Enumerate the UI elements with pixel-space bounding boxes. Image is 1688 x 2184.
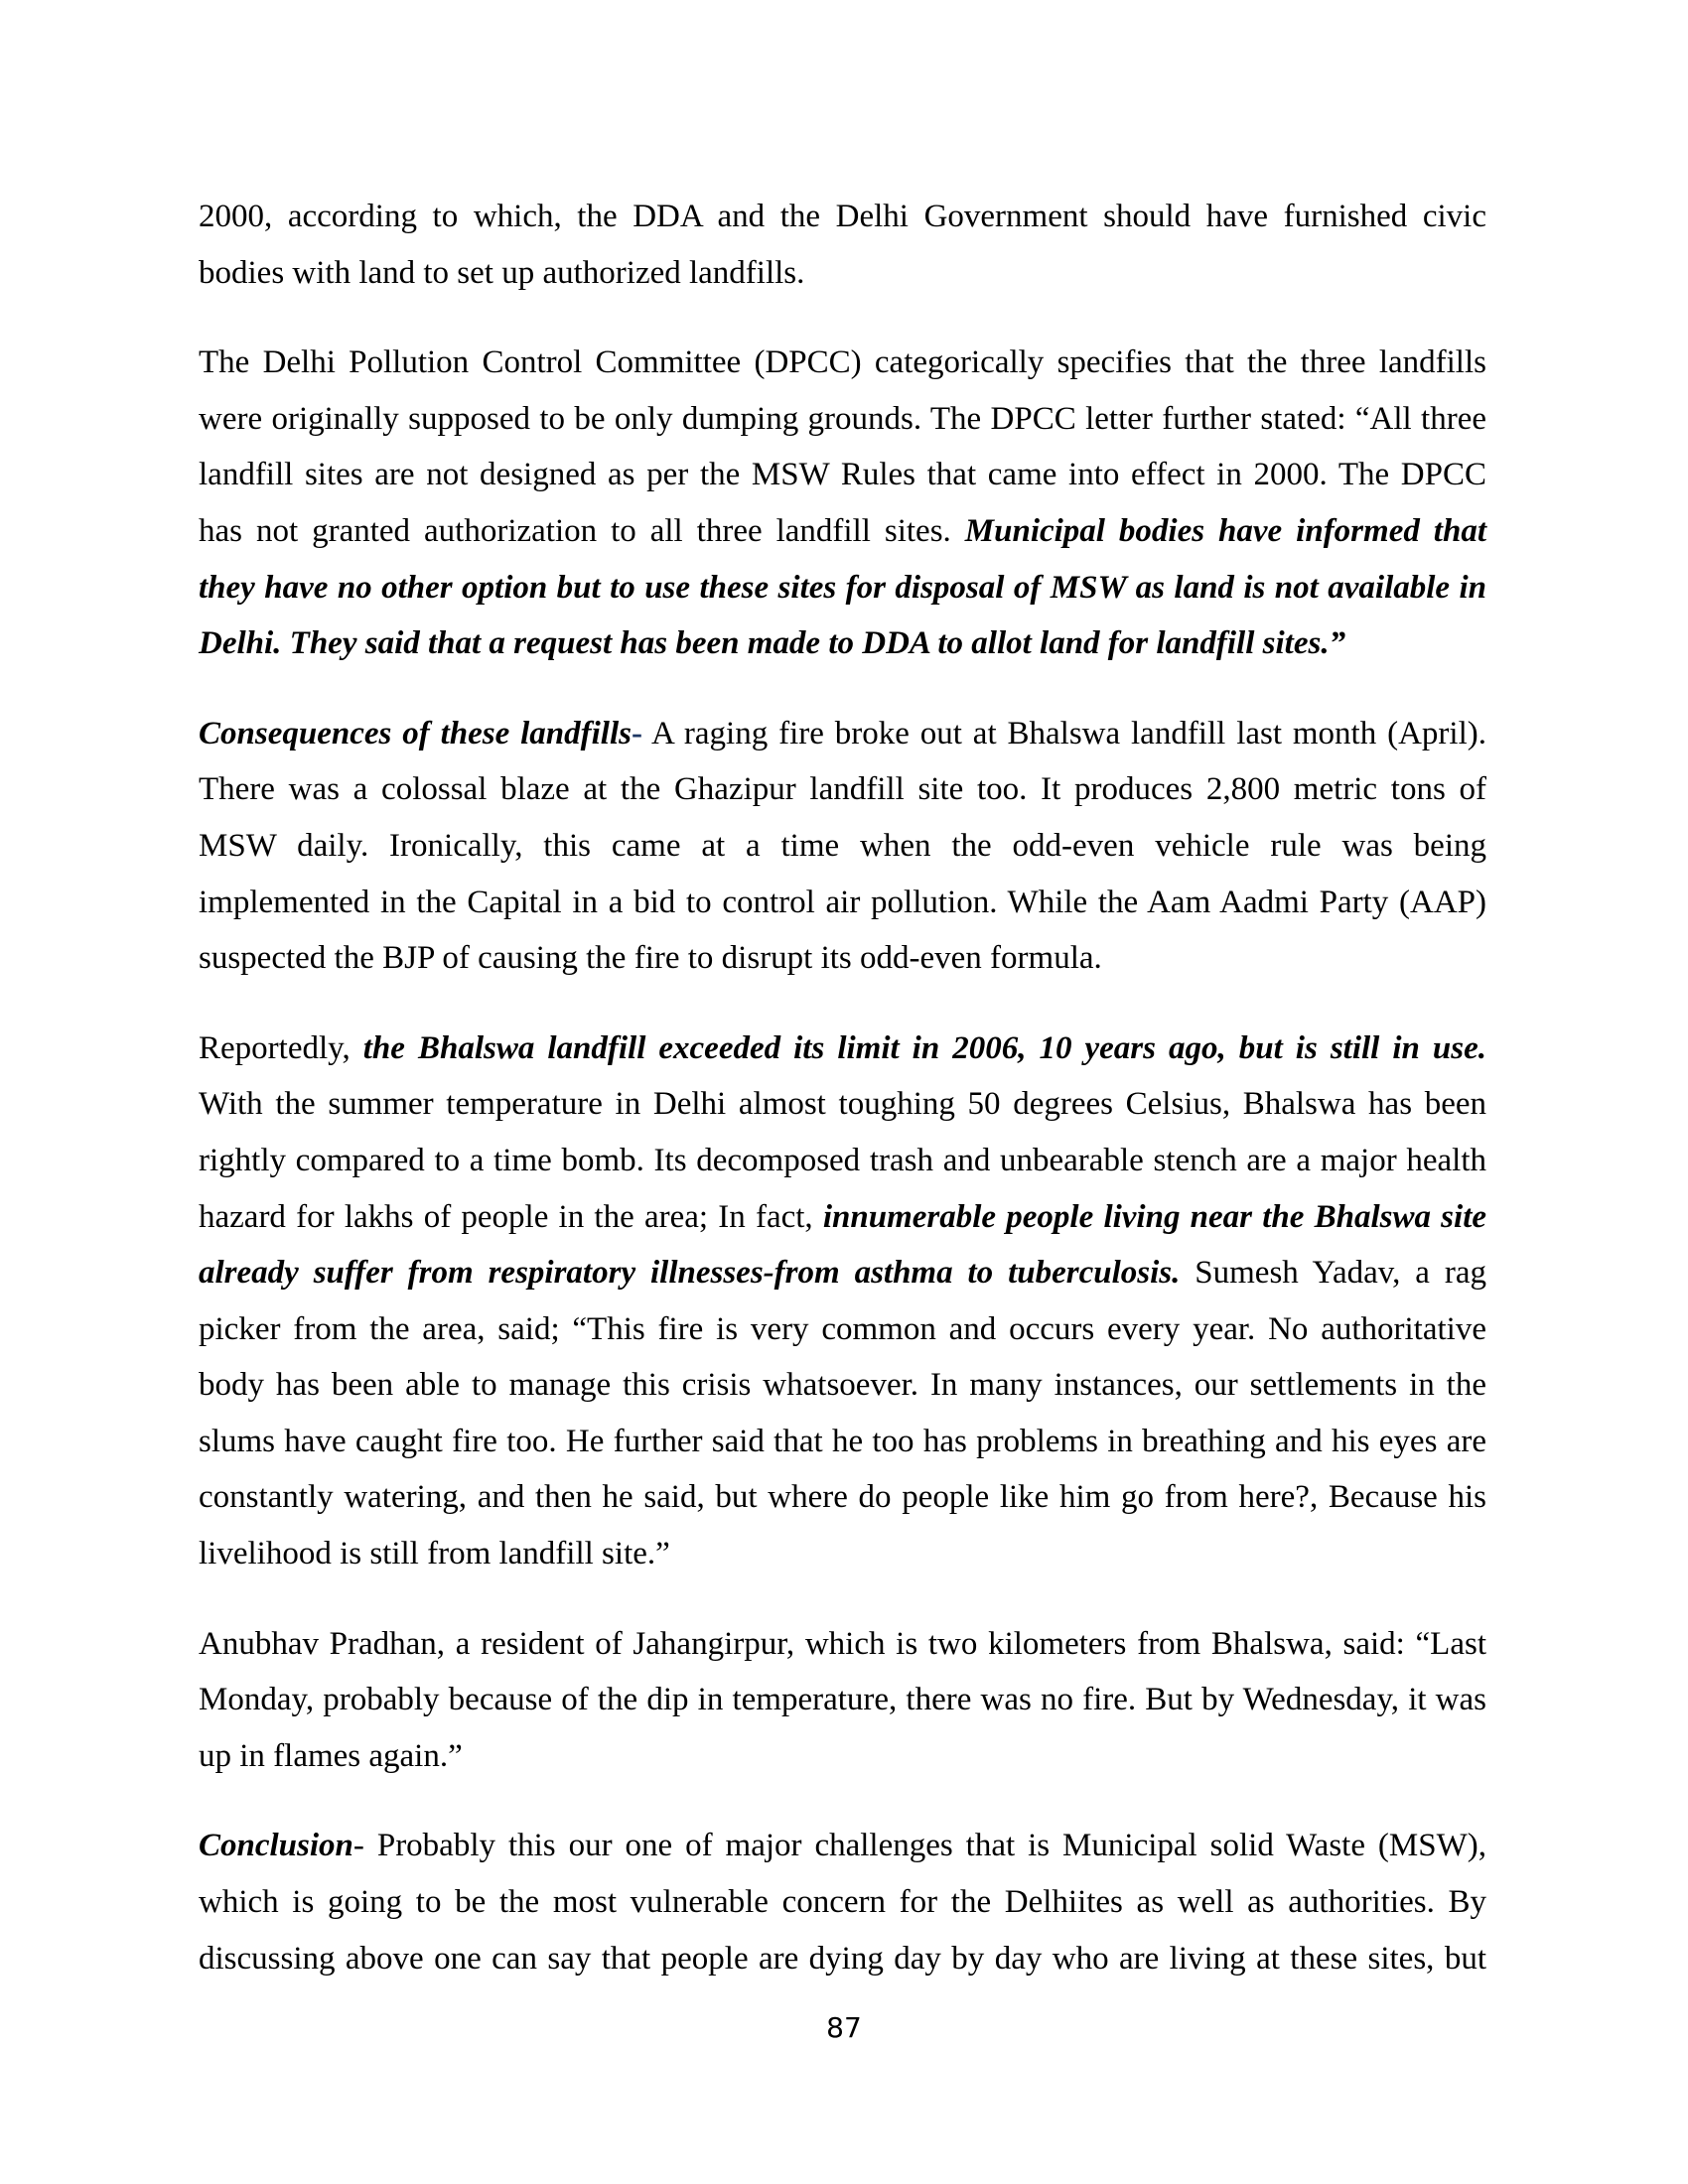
text-line [199,1526,1486,1582]
paragraph-consequences [199,706,1486,987]
text-line [199,560,1486,616]
text-run: slums have caught fire too. He further said that he too has problems in breathing and his eyes are [199,1423,1486,1459]
text-line [199,391,1486,448]
text-run: Sumesh Yadav, a rag [1180,1255,1486,1292]
emphasized-text: they have no other option but to use these sites for disposal of MSW as land is not available in [199,569,1486,606]
text-line [199,761,1486,818]
text-line [199,1672,1486,1728]
paragraph-dpcc-statement [199,335,1486,672]
emphasized-text: already suffer from respiratory illnesses-from asthma to tuberculosis. [199,1255,1181,1292]
text-run: landfill sites are not designed as per the MSW Rules that came into effect in 2000. The DPCC [199,457,1486,493]
paragraph-msw-rules-context [199,189,1486,301]
text-run: were originally supposed to be only dumping grounds. The DPCC letter further stated: “All three [199,400,1486,437]
emphasized-text: Municipal bodies have informed that [964,512,1486,549]
text-line [199,706,1486,762]
text-line [199,1414,1486,1470]
paragraph-conclusion [199,1818,1486,1986]
paragraph-anubhav-quote [199,1616,1486,1785]
emphasized-text: Consequences of these landfills [199,715,632,751]
paragraph-bhalswa-report [199,1021,1486,1582]
text-line [199,1874,1486,1931]
text-line [199,1616,1486,1673]
text-run: has not granted authorization to all three landfill sites. [199,512,965,549]
accent-hyphen: - [631,715,642,751]
emphasized-text: the Bhalswa landfill exceeded its limit in 2006, 10 years ago, but is still in use. [362,1029,1486,1066]
text-line [199,1728,1486,1785]
text-line [199,1818,1486,1874]
text-run: 2000, according to which, the DDA and the Delhi Government should have furnished civic [199,199,1486,234]
text-line [199,1076,1486,1133]
text-line [199,1133,1486,1189]
text-run: There was a colossal blaze at the Ghazipur landfill site too. It produces 2,800 metric tons of [199,771,1486,808]
text-line [199,189,1486,245]
text-line [199,1357,1486,1414]
text-run: With the summer temperature in Delhi almost toughing 50 degrees Celsius, Bhalswa has been [199,1086,1486,1123]
text-line [199,1021,1486,1077]
text-run: up in flames again.” [199,1737,463,1774]
emphasized-text: innumerable people living near the Bhalswa site [822,1198,1487,1235]
text-line [199,335,1486,391]
text-run: body has been able to manage this crisis whatsoever. In many instances, our settlements in the [199,1367,1486,1404]
text-line [199,447,1486,503]
text-run: livelihood is still from landfill site.” [199,1536,670,1572]
text-line [199,1931,1486,1987]
text-run: implemented in the Capital in a bid to control air pollution. While the Aam Aadmi Party (AAP) [199,884,1486,920]
emphasized-text: Conclusion [199,1828,353,1864]
text-run: which is going to be the most vulnerable concern for the Delhiites as well as authorities. By [199,1884,1486,1921]
text-run: bodies with land to set up authorized landfills. [199,254,805,291]
text-run: suspected the BJP of causing the fire to disrupt its odd-even formula. [199,940,1102,977]
text-line [199,930,1486,987]
text-run: - Probably this our one of major challenges that is Municipal solid Waste (MSW), [352,1828,1486,1864]
text-line [199,1189,1486,1246]
text-run: constantly watering, and then he said, but where do people like him go from here?, Because his [199,1479,1486,1516]
text-run: picker from the area, said; “This fire is very common and occurs every year. No authoritative [199,1310,1486,1347]
text-line [199,503,1486,560]
text-line [199,818,1486,875]
text-run: discussing above one can say that people are dying day by day who are living at these sites, but [199,1940,1486,1977]
text-line [199,1301,1486,1358]
text-line [199,615,1486,672]
text-line [199,875,1486,931]
text-run: rightly compared to a time bomb. Its decomposed trash and unbearable stench are a major health [199,1142,1486,1178]
body-text [199,189,1486,2020]
text-line [199,245,1486,302]
text-line [199,1469,1486,1526]
text-run: Reportedly, [199,1029,363,1066]
text-run: A raging fire broke out at Bhalswa landfill last month (April). [641,715,1486,751]
text-run: MSW daily. Ironically, this came at a time when the odd-even vehicle rule was being [199,827,1486,864]
text-run: Anubhav Pradhan, a resident of Jahangirpur, which is two kilometers from Bhalswa, said: “Last [199,1625,1486,1662]
text-run: The Delhi Pollution Control Committee (DPCC) categorically specifies that the three landfills [199,344,1486,381]
text-line [199,1245,1486,1301]
text-run: hazard for lakhs of people in the area; In fact, [199,1198,823,1235]
page-number: 87 [826,2011,862,2044]
emphasized-text: Delhi. They said that a request has been made to DDA to allot land for landfill sites.” [199,625,1346,662]
text-run: Monday, probably because of the dip in temperature, there was no fire. But by Wednesday, it was [199,1682,1486,1718]
